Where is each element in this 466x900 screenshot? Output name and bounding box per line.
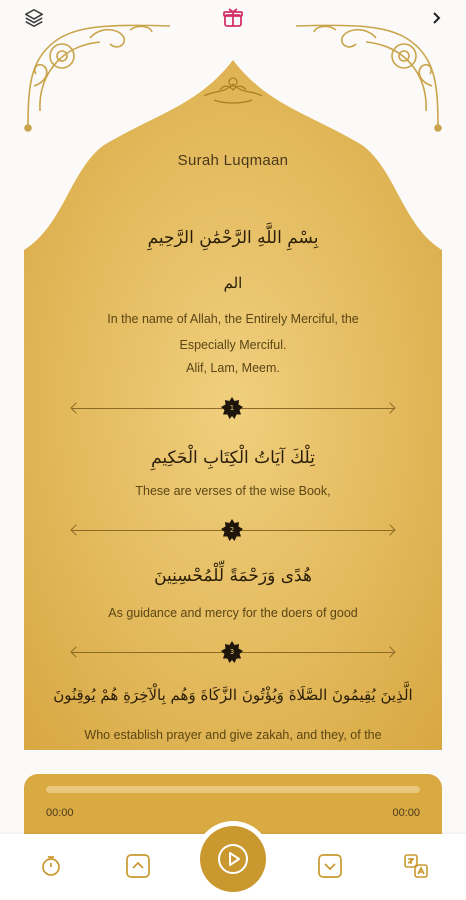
verse-number: 1	[229, 404, 235, 412]
translation-line: In the name of Allah, the Entirely Merciful, the	[107, 312, 359, 326]
chevron-down-icon	[317, 853, 343, 879]
verse-number-badge	[220, 518, 244, 542]
elapsed-time: 00:00	[46, 807, 74, 819]
translation-line: Especially Merciful.	[179, 338, 287, 352]
verse-number: 3	[229, 648, 235, 656]
verse-divider	[72, 644, 394, 660]
play-button[interactable]	[200, 826, 266, 892]
timer-icon	[39, 854, 63, 878]
translate-icon	[403, 853, 429, 879]
verses-panel	[24, 60, 442, 750]
previous-verse-button[interactable]	[124, 852, 152, 880]
verse-translation-4: Who establish prayer and give zakah, and they, of the	[84, 728, 382, 742]
translation-line: Alif, Lam, Meem.	[186, 361, 280, 375]
chevron-up-icon	[125, 853, 151, 879]
verse-arabic-3: هُدًى وَرَحْمَةً لِّلْمُحْسِنِينَ	[154, 566, 312, 586]
verse-divider	[72, 522, 394, 538]
verse-translation-2: These are verses of the wise Book,	[135, 484, 331, 498]
verse-arabic-2: تِلْكَ آيَاتُ الْكِتَابِ الْحَكِيمِ	[151, 448, 315, 468]
surah-title: Surah Luqmaan	[177, 152, 289, 169]
verse-arabic-4: الَّذِينَ يُقِيمُونَ الصَّلَاةَ وَيُؤْتُونَ الزَّكَاةَ وَهُم بِالْآخِرَةِ هُمْ يُوقِنُونَ	[53, 686, 413, 704]
verse-number: 2	[229, 526, 235, 534]
verse-arabic-bismillah: بِسْمِ اللَّهِ الرَّحْمَٰنِ الرَّحِيمِ	[147, 228, 319, 248]
play-icon	[216, 842, 250, 876]
verse-divider	[72, 400, 394, 416]
audio-progress-bar[interactable]	[46, 786, 420, 793]
verse-number-badge	[220, 396, 244, 420]
verse-translation-3: As guidance and mercy for the doers of good	[108, 606, 358, 620]
gift-box-icon[interactable]	[221, 6, 245, 30]
verse-number-badge	[220, 640, 244, 664]
next-verse-button[interactable]	[316, 852, 344, 880]
verse-translation-1	[78, 306, 388, 378]
total-duration: 00:00	[392, 807, 420, 819]
timer-button[interactable]	[37, 852, 65, 880]
verse-arabic-1: الم	[223, 274, 243, 292]
translate-button[interactable]	[402, 852, 430, 880]
